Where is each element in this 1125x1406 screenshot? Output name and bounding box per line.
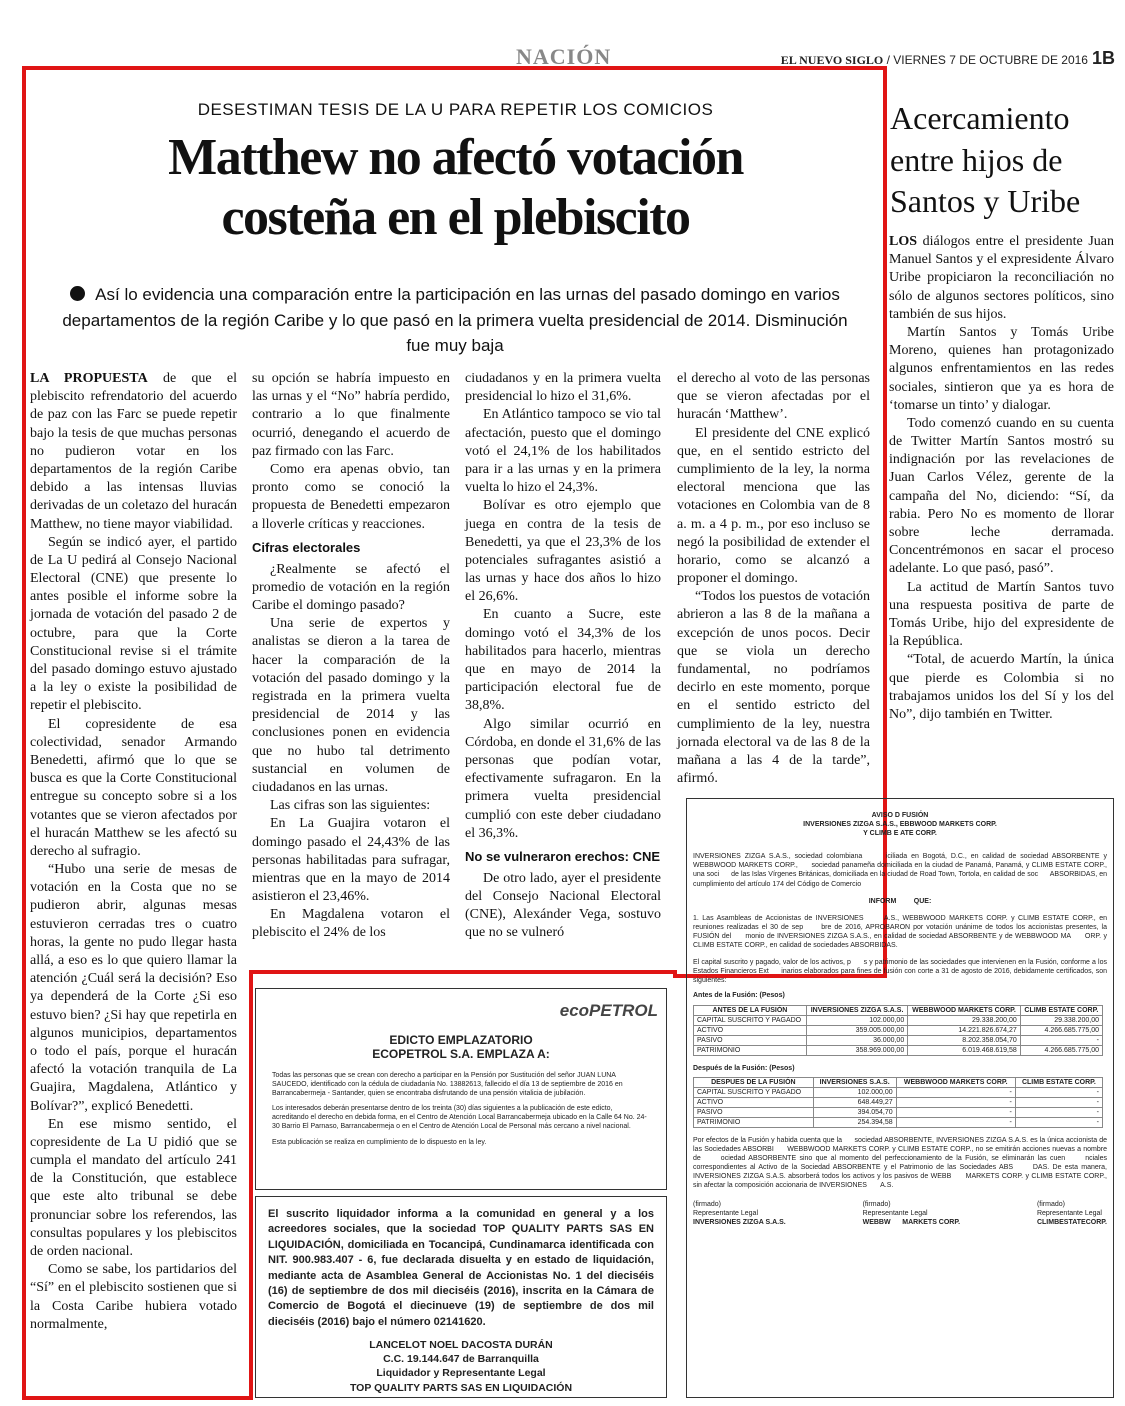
highlight-frame-bottom xyxy=(22,784,26,1400)
fusion-text-2: 1. Las Asambleas de Accionistas de INVERSIONES A.S., WEBBWOOD MARKETS CORP. y CLIMB ESTATE CORP., en reuniones realizadas el 30 de sep bre de 2016, APROBARON por votación unánime de todos los accionistas presentes, la FUSIÓN del monio de INVERSIONES ZIZGA S.A.S., en calidad de sociedad ABSORBENTE y de WEBBWOOD MA ORP. y CLIMB ESTATE CORP., en calidad de sociedades ABSORBIDAS. xyxy=(693,914,1109,950)
table-cell: PASIVO xyxy=(694,1107,814,1117)
article-column-3 xyxy=(465,370,661,943)
lead-in: LA PROPUESTA xyxy=(30,371,148,386)
subheading: No se vulneraron erechos: CNE xyxy=(465,848,661,864)
table-cell: - xyxy=(1015,1097,1102,1107)
article-kicker: DESESTIMAN TESIS DE LA U PARA REPETIR LOS COMICIOS xyxy=(197,100,714,119)
table-cell: - xyxy=(1015,1107,1102,1117)
article-paragraph: La actitud de Martín Santos tuvo una respuesta positiva de parte de Tomás Uribe, hijo del expresidente de la República. xyxy=(889,579,1114,650)
article-paragraph: ¿Realmente se afectó el promedio de votación en la región Caribe el domingo pasado? xyxy=(252,561,450,614)
sidebar-column xyxy=(889,233,1114,724)
table-header-cell: CLIMB ESTATE CORP. xyxy=(1015,1077,1102,1087)
sidebar-headline: Acercamiento entre hijos de Santos y Uribe xyxy=(890,100,1081,220)
subheading: Cifras electorales xyxy=(252,539,361,555)
article-paragraph: El copresidente de esa colectividad, senador Armando Benedetti, afirmó que lo que se busca es que la Corte Constitucional entregue su concepto sobre si a los votantes que se vieron afectados por el huracán Matthew se les afectó su derecho al sufragio. xyxy=(30,716,237,859)
fusion-table-1-title: Antes de la Fusión: (Pesos) xyxy=(693,992,785,1000)
table-cell: 102.000,00 xyxy=(813,1087,896,1097)
edict-text-2: Los interesados deberán presentarse dentro de los treinta (30) días siguientes a la publicación de este edicto, acreditando el derecho en debida forma, en el Centro de Atención Local Barrancabermeja ubicado en la Calle 64 No. 24-30 Barrio El Parnaso, Barrancabermeja o en el Centro de Atención Local de Personal más cercano a nivel nacional. xyxy=(272,1105,647,1131)
fusion-text-1: INVERSIONES ZIZGA S.A.S., sociedad colombiana iciliada en Bogotá, D.C., en calidad de sociedad ABSORBENTE y WEBBWOOD MARKETS CORP., sociedad panameña domiciliada en la ciudad de Panamá, Panamá, y CLIMB ESTATE CORP., una soci de las Islas Vírgenes Británicas, domiciliada en la ciudad de Road Town, Tortola, en calidad de soc ABSORBIDAS, en cumplimiento del artículo 174 del Código de Comercio xyxy=(693,853,1109,888)
article-paragraph: Las cifras son las siguientes: xyxy=(270,798,431,814)
table-cell: 394.054,70 xyxy=(813,1107,896,1117)
liquidator-id: C.C. 19.144.647 de Barranquilla xyxy=(383,1353,539,1366)
table-header-cell: ANTES DE LA FUSIÓN xyxy=(694,1005,807,1015)
table-header-cell: DESPUES DE LA FUSIÓN xyxy=(694,1077,814,1087)
liquidator-name: LANCELOT NOEL DACOSTA DURÁN xyxy=(369,1339,553,1352)
table-cell: - xyxy=(896,1117,1015,1127)
highlight-frame-bottom-right xyxy=(249,970,253,1400)
fusion-text-4: Por efectos de la Fusión y habida cuenta que la sociedad ABSORBENTE, INVERSIONES ZIZGA S.A.S. es la única accionista de las Sociedades ABSORBI WEBBWOOD MARKETS CORP. y CLIMB ESTATE CORP., no se emitirán acciones nuevas a nombre de ociedad ABSORBENTE sino que al momento del perfeccionamiento de la Fusión, se eliminarán las cuen nciales correspondientes al Activo de la Sociedad ABSORBENTE y el Patrimonio de las Sociedades ABS DAS. De esta manera, INVERSIONES ZIZGA S.A.S. absorberá todos los activos y los pasivos de WEBB MARKETS CORP. y CLIMB ESTATE CORP., sin afectar la composición accionaria de INVERSIONES A.S. xyxy=(693,1136,1109,1190)
bullet-icon xyxy=(70,286,85,301)
article-paragraph: En cuanto a Sucre, este domingo votó el 34,3% de los habilitados para hacerlo, mientras que en mayo de 2014 la participación electoral fue de 38,8%. xyxy=(465,607,661,714)
article-paragraph: En Magdalena votaron el plebiscito el 24% de los xyxy=(252,907,450,941)
table-cell: CAPITAL SUSCRITO Y PAGADO xyxy=(694,1015,807,1025)
article-paragraph: Todo comenzó cuando en su cuenta de Twitter Martín Santos mostró su indignación por las revelaciones de Juan Carlos Vélez, gerente de la campaña del No, diciendo: “Sí, da rabia. Pero No es momento de llorar sobre leche derramada. Concentrémonos en sacar el proceso adelante. Lo que pasó, pasó”. xyxy=(889,415,1114,577)
article-paragraph: Algo similar ocurrió en Córdoba, en donde el 31,6% de las personas que podían votar, efectivamente sufragaron. En la primera vuelta presidencial cumplió con este deber ciudadano el 36,3%. xyxy=(465,716,661,841)
liquidator-role: Liquidador y Representante Legal xyxy=(376,1367,546,1380)
page-number: 1B xyxy=(1091,48,1115,68)
article-paragraph: “Todos los puestos de votación abrieron a las 8 de la mañana a excepción de unos pocos. Decir que se viola un derecho fundamental, no podríamos decirlo en este momento, porque en el sentido estricto del cumplimiento de la ley, nuestra jornada electoral va de las 8 de la mañana a las 4 de la tarde”, afirmó. xyxy=(677,589,870,787)
table-cell: 254.394,58 xyxy=(813,1117,896,1127)
table-row xyxy=(694,1097,1103,1107)
article-paragraph: “Hubo una serie de mesas de votación en la Costa que no se pudieron abrir, algunas mesas estuvieron cerradas tres o cuatro horas, la gente no pudo llegar hasta allá, a eso es lo que quiero llamar la atención ¿Cuál será la decisión? Eso ya dependerá de la Corte ¿Si eso estuvo bien? ¿Si hay que repetirla en algunos municipios, departamentos o todo el país, porque el huracán afectó la votación tranquila de La Guajira, Magdalena, Atlántico y Bolívar?”, explicó Benedetti. xyxy=(30,862,237,1114)
article-paragraph: “Total, de acuerdo Martín, la única que pierde es Colombia si no trabajamos unidos los del Sí y los del No”, dijo también en Twitter. xyxy=(889,652,1114,722)
table-cell: - xyxy=(896,1107,1015,1117)
table-cell: PATRIMONIO xyxy=(694,1045,807,1055)
article-paragraph: LOS diálogos entre el presidente Juan Manuel Santos y el expresidente Álvaro Uribe propiciaron la reconciliación no sólo de algunos sectores políticos, sino también de sus hijos. xyxy=(889,234,1114,322)
highlight-frame-base xyxy=(22,1396,253,1400)
table-cell: 29.338.200,00 xyxy=(1020,1015,1102,1025)
article-paragraph: Según se indicó ayer, el partido de La U pedirá al Consejo Nacional Electoral (CNE) que presente lo antes posible el informe sobre la jornada de votación del pasado 2 de octubre, para que la Corte Constitucional revise si el trámite del pasado domingo estuvo ajustado a la ley o existe la posibilidad de repetir el plebiscito. xyxy=(30,534,237,714)
article-column-2 xyxy=(252,370,450,943)
table-row xyxy=(694,1015,1103,1025)
edict-title: EDICTO EMPLAZATORIO xyxy=(389,1033,533,1047)
article-paragraph: Una serie de expertos y analistas se dieron a la tarea de hacer la comparación de la votación del pasado domingo y la registrada en la primera vuelta presidencial de 2014 y las conclusiones ponen en evidencia que no hubo tal detrimento sustancial en volumen de ciudadanos en las urnas. xyxy=(252,616,450,795)
fusion-signature-2: (firmado) Representante Legal WEBBW MARKETS CORP. xyxy=(862,1201,961,1227)
table-header-cell: WEBBWOOD MARKETS CORP. xyxy=(908,1005,1021,1015)
table-cell: 14.221.826.674,27 xyxy=(908,1025,1021,1035)
highlight-frame-step-bottom xyxy=(249,970,677,974)
table-cell: CAPITAL SUSCRITO Y PAGADO xyxy=(694,1087,814,1097)
fusion-text-3: El capital suscrito y pagado, valor de los activos, p s y patrimonio de las sociedades que intervienen en la Fusión, conforme a los Estados Financieros Ext inarios elaborados para fines de fusión con corte a 31 de agosto de 2016, debidamente certificados, son siguientes: xyxy=(693,959,1119,985)
article-column-1 xyxy=(30,370,237,1334)
lead-in: LOS xyxy=(889,234,918,249)
table-row xyxy=(694,1107,1103,1117)
table-cell: 4.266.685.775,00 xyxy=(1020,1045,1102,1055)
liquidator-body: El suscrito liquidador informa a la comunidad en general y a los acreedores sociales, que la sociedad TOP QUALITY PARTS SAS EN LIQUIDACIÓN, domiciliada en Tocancipá, Cundinamarca identificada con NIT. 900.983.407 - 6, fue declarada disuelta y en estado de liquidación, mediante acta de Asamblea General de Accionistas No. 1 del dieciséis (16) de septiembre de dos mil dieciséis (2016), inscrita en la Cámara de Comercio de Bogotá el diecinueve (19) de septiembre de dos mil dieciséis (2016) bajo el número 02141620. xyxy=(268,1208,654,1328)
article-paragraph: Martín Santos y Tomás Uribe Moreno, quienes han protagonizado algunos enfrentamientos en las redes sociales, sintieron que ya es hora de ‘tomarse un tinto’ y dialogar. xyxy=(889,324,1114,413)
table-cell: PATRIMONIO xyxy=(694,1117,814,1127)
article-paragraph: El presidente del CNE explicó que, en el sentido estricto del cumplimiento de la ley, la norma electoral menciona que las votaciones en Colombia van de 8 a. m. a 4 p. m., por eso incluso se negó la posibilidad de extender el horario, como se alcanzó a proponer el domingo. xyxy=(677,425,870,587)
ecopetrol-logo: ecoPETROL xyxy=(559,1001,658,1020)
table-cell: - xyxy=(896,1087,1015,1097)
table-cell: 4.266.685.775,00 xyxy=(1020,1025,1102,1035)
table-cell: 359.005.000,00 xyxy=(806,1025,907,1035)
article-paragraph: ciudadanos y en la primera vuelta presidencial lo hizo el 31,6%. xyxy=(465,371,661,405)
article-paragraph: Bolívar es otro ejemplo que juega en contra de la tesis de Benedetti, ya que el 23,3% de los potenciales sufragantes asistió a las urnas y hace dos años lo hizo el 26,6%. xyxy=(465,498,661,605)
article-lede: Así lo evidencia una comparación entre la participación en las urnas del pasado domingo en varios departamentos de la región Caribe y lo que pasó en la primera vuelta presidencial de 2014. Disminución fue muy baja xyxy=(62,285,848,355)
article-paragraph: su opción se habría impuesto en las urnas y el “No” habría perdido, contrario a lo que finalmente ocurrió, denegando el acuerdo de paz firmado con las Farc. xyxy=(252,371,450,459)
table-row xyxy=(694,1045,1103,1055)
fusion-table-after xyxy=(693,1077,1103,1128)
fusion-signature-1: (firmado) Representante Legal INVERSIONES ZIZGA S.A.S. xyxy=(693,1201,786,1227)
article-paragraph: En La Guajira votaron el domingo pasado el 24,43% de las personas habilitadas para sufragar, mientras que en la mayo de 2014 asistieron el 23,46%. xyxy=(252,816,450,905)
table-cell: 358.969.000,00 xyxy=(806,1045,907,1055)
table-cell: 29.338.200,00 xyxy=(908,1015,1021,1025)
table-row xyxy=(694,1035,1103,1045)
table-cell: - xyxy=(896,1097,1015,1107)
article-paragraph: Como era apenas obvio, tan pronto como se conoció la propuesta de Benedetti empezaron a lloverle críticas y reacciones. xyxy=(252,461,450,532)
liquidator-company: TOP QUALITY PARTS SAS EN LIQUIDACIÓN xyxy=(349,1381,573,1394)
fusion-title-1: AVISO D FUSIÓN xyxy=(871,812,929,819)
article-column-4 xyxy=(677,370,870,788)
article-paragraph: Como se sabe, los partidarios del “Sí” en el plebiscito sostienen que si la Costa Caribe hubiera votado normalmente, xyxy=(30,1262,237,1332)
table-cell: 6.019.468.619,58 xyxy=(908,1045,1021,1055)
table-row xyxy=(694,1087,1103,1097)
newspaper-name: EL NUEVO SIGLO xyxy=(780,53,884,67)
fusion-signature-3: (firmado) Representante Legal CLIMBESTATECORP. xyxy=(1036,1201,1107,1227)
table-row xyxy=(694,1117,1103,1127)
fusion-title-3: Y CLIMB E ATE CORP. xyxy=(863,830,937,838)
edict-text-1: Todas las personas que se crean con derecho a participar en la Pensión por Sustitución del señor JUAN LUNA SAUCEDO, identificado con la cédula de ciudadanía No. 13882613, fallecido el día 13 de septiembre de 2016 en Barrancabermeja - Santander, quien se encontraba disfrutando de una pensión vitalicia de jubilación. xyxy=(272,1072,623,1098)
table-cell: 36.000,00 xyxy=(806,1035,907,1045)
article-headline: Matthew no afectó votación costeña en el plebiscito xyxy=(168,129,743,246)
fusion-notice-ad xyxy=(686,798,1119,1398)
article-paragraph: el derecho al voto de las personas que se vieron afectadas por el huracán ‘Matthew’. xyxy=(677,371,870,423)
fusion-table-before xyxy=(693,1005,1103,1056)
article-paragraph: De otro lado, ayer el presidente del Consejo Nacional Electoral (CNE), Alexánder Vega, sostuvo que no se vulneró xyxy=(465,870,661,941)
table-header-cell: CLIMB ESTATE CORP. xyxy=(1020,1005,1102,1015)
table-cell: ACTIVO xyxy=(694,1097,814,1107)
edict-subtitle: ECOPETROL S.A. EMPLAZA A: xyxy=(372,1047,550,1061)
section-name: NACIÓN xyxy=(516,44,612,69)
edict-text-3: Esta publicación se realiza en cumplimiento de lo dispuesto en la ley. xyxy=(272,1138,487,1146)
fusion-table-2-title: Después de la Fusión: (Pesos) xyxy=(693,1064,795,1072)
table-cell: - xyxy=(1020,1035,1102,1045)
table-cell: 8.202.358.054,70 xyxy=(908,1035,1021,1045)
table-row xyxy=(694,1025,1103,1035)
ecopetrol-edict-ad xyxy=(255,988,667,1190)
table-cell: 648.449,27 xyxy=(813,1097,896,1107)
article-paragraph: En Atlántico tampoco se vio tal afectación, puesto que el domingo votó el 24,1% de los habilitados para ir a las urnas y en la primera vuelta lo hizo el 24,3%. xyxy=(465,407,661,496)
table-header-cell: WEBBWOOD MARKETS CORP. xyxy=(896,1077,1015,1087)
issue-date: / VIERNES 7 DE OCTUBRE DE 2016 xyxy=(883,53,1088,67)
fusion-informa: INFORM QUE: xyxy=(868,897,932,905)
table-cell: 102.000,00 xyxy=(806,1015,907,1025)
table-cell: ACTIVO xyxy=(694,1025,807,1035)
fusion-title-2: INVERSIONES ZIZGA S.A.S., EBBWOOD MARKETS CORP. xyxy=(803,821,997,829)
table-header-cell: INVERSIONES S.A.S. xyxy=(813,1077,896,1087)
table-cell: - xyxy=(1015,1117,1102,1127)
liquidator-notice-ad xyxy=(255,1196,667,1398)
article-paragraph: En ese mismo sentido, el copresidente de La U pidió que se cumpla el mandato del artículo 241 de la Constitución, que establece que este alto tribunal se debe pronunciar sobre los referendos, las consultas populares y los plebiscitos de orden nacional. xyxy=(30,1116,237,1259)
table-cell: PASIVO xyxy=(694,1035,807,1045)
table-header-cell: INVERSIONES ZIZGA S.A.S. xyxy=(806,1005,907,1015)
article-paragraph: LA PROPUESTA de que el plebiscito refrendatorio del acuerdo de paz con las Farc se puede repetir bajo la tesis de que muchas personas no pudieron votar en los departamentos de la región Caribe debido a las intensas lluvias derivadas de un coletazo del huracán Matthew, no tiene mayor viabilidad. xyxy=(30,371,237,532)
table-cell: - xyxy=(1015,1087,1102,1097)
